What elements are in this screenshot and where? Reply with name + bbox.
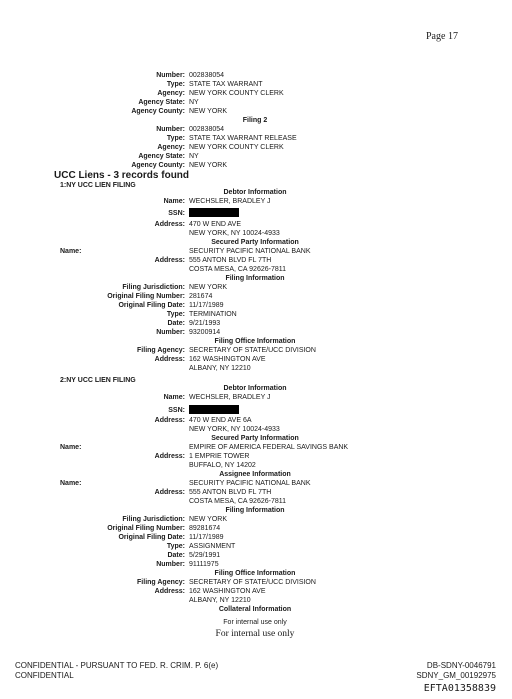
field-label: Type: [166, 543, 185, 550]
address-line: 162 WASHINGTON AVE [189, 356, 266, 363]
field-label: Number: [156, 329, 185, 336]
field-label: Filing Jurisdiction: [122, 516, 185, 523]
field-value: NEW YORK [189, 162, 227, 169]
field-value: NY [189, 153, 199, 160]
secured-heading: Secured Party Information [211, 239, 299, 246]
assignee-heading: Assignee Information [219, 471, 291, 478]
field-value: 002838054 [189, 126, 225, 133]
debtor-name: WECHSLER, BRADLEY J [189, 394, 271, 401]
address-line: 555 ANTON BLVD FL 7TH [189, 257, 272, 264]
field-label: Address: [154, 417, 185, 424]
field-value: STATE TAX WARRANT [189, 81, 263, 88]
filing2-heading: Filing 2 [242, 117, 268, 124]
field-value: NEW YORK [189, 516, 227, 523]
office-heading: Filing Office Information [214, 338, 296, 345]
field-label: Name: [60, 444, 82, 451]
office-heading: Filing Office Information [214, 570, 296, 577]
field-label: Original Filing Number: [107, 525, 185, 532]
field-label: Address: [154, 453, 185, 460]
address-line: 470 W END AVE 6A [189, 417, 252, 424]
address-line: 1 EMPRIE TOWER [189, 453, 250, 460]
field-label: Agency County: [131, 162, 185, 169]
field-label: Name: [163, 394, 185, 401]
field-label: Filing Agency: [137, 347, 185, 354]
debtor-name: WECHSLER, BRADLEY J [189, 198, 271, 205]
field-value: NEW YORK COUNTY CLERK [189, 90, 284, 97]
field-label: Address: [154, 356, 185, 363]
address-line: ALBANY, NY 12210 [189, 597, 251, 604]
field-value: 9/21/1993 [189, 320, 221, 327]
field-label: Agency State: [138, 153, 185, 160]
field-value: 93200914 [189, 329, 221, 336]
lien-title: 2:NY UCC LIEN FILING [60, 377, 136, 384]
address-line: NEW YORK, NY 10024-4933 [189, 426, 280, 433]
address-line: NEW YORK, NY 10024-4933 [189, 230, 280, 237]
field-value: 11/17/1989 [189, 534, 224, 541]
field-value: 002838054 [189, 72, 225, 79]
field-label: Number: [156, 72, 185, 79]
field-value: SECRETARY OF STATE/UCC DIVISION [189, 347, 316, 354]
field-label: Filing Agency: [137, 579, 185, 586]
field-label: Date: [167, 552, 185, 559]
field-value: TERMINATION [189, 311, 237, 318]
collateral-heading: Collateral Information [218, 606, 292, 613]
secured-party-name: SECURITY PACIFIC NATIONAL BANK [189, 248, 311, 255]
footer-efta-number: EFTA01358839 [423, 683, 496, 694]
field-label: Agency: [157, 144, 185, 151]
field-label: Original Filing Number: [107, 293, 185, 300]
field-label: Agency: [157, 90, 185, 97]
field-value: NY [189, 99, 199, 106]
field-label: Type: [166, 81, 185, 88]
ucc-liens-title: UCC Liens - 3 records found [54, 170, 190, 181]
debtor-heading: Debtor Information [223, 189, 287, 196]
field-label: Address: [154, 588, 185, 595]
field-label: Type: [166, 311, 185, 318]
field-value: 281674 [189, 293, 213, 300]
footer-bates-number: DB-SDNY-0046791 [426, 661, 496, 670]
page-number: Page 17 [426, 31, 458, 42]
address-line: 555 ANTON BLVD FL 7TH [189, 489, 272, 496]
assignee-name: SECURITY PACIFIC NATIONAL BANK [189, 480, 311, 487]
field-label: Filing Jurisdiction: [122, 284, 185, 291]
footer-sdny-number: SDNY_GM_00192975 [416, 671, 496, 680]
field-value: 11/17/1989 [189, 302, 224, 309]
debtor-heading: Debtor Information [223, 385, 287, 392]
field-value: ASSIGNMENT [189, 543, 236, 550]
field-label: Agency State: [138, 99, 185, 106]
field-value: 91111975 [189, 561, 219, 568]
field-value: 5/29/1991 [189, 552, 221, 559]
field-value: NEW YORK [189, 284, 227, 291]
field-label: SSN: [168, 407, 185, 414]
field-value: 89281674 [189, 525, 221, 532]
field-label: Original Filing Date: [118, 302, 185, 309]
internal-use-note-small: For internal use only [223, 619, 287, 626]
field-label: Type: [166, 135, 185, 142]
field-label: Original Filing Date: [118, 534, 185, 541]
internal-use-note: For internal use only [215, 629, 295, 639]
field-value: SECRETARY OF STATE/UCC DIVISION [189, 579, 316, 586]
field-label: Name: [163, 198, 185, 205]
field-label: SSN: [168, 210, 185, 217]
footer-confidential-line2: CONFIDENTIAL [15, 671, 74, 680]
field-value: NEW YORK [189, 108, 227, 115]
field-label: Name: [60, 480, 82, 487]
field-label: Address: [154, 489, 185, 496]
address-line: BUFFALO, NY 14202 [189, 462, 256, 469]
address-line: 162 WASHINGTON AVE [189, 588, 266, 595]
field-label: Address: [154, 221, 185, 228]
field-label: Number: [156, 561, 185, 568]
field-label: Agency County: [131, 108, 185, 115]
field-value: NEW YORK COUNTY CLERK [189, 144, 284, 151]
field-label: Name: [60, 248, 82, 255]
secured-heading: Secured Party Information [211, 435, 299, 442]
address-line: COSTA MESA, CA 92626-7811 [189, 498, 287, 505]
filing-heading: Filing Information [225, 507, 285, 514]
field-label: Address: [154, 257, 185, 264]
field-label: Date: [167, 320, 185, 327]
address-line: 470 W END AVE [189, 221, 242, 228]
lien-title: 1:NY UCC LIEN FILING [60, 182, 136, 189]
footer-confidential-line1: CONFIDENTIAL - PURSUANT TO FED. R. CRIM. P. 6(e) [15, 661, 219, 670]
address-line: ALBANY, NY 12210 [189, 365, 251, 372]
filing-heading: Filing Information [225, 275, 285, 282]
secured-party-name: EMPIRE OF AMERICA FEDERAL SAVINGS BANK [189, 444, 349, 451]
field-value: STATE TAX WARRANT RELEASE [189, 135, 297, 142]
field-label: Number: [156, 126, 185, 133]
redaction-bar [189, 208, 239, 217]
redaction-bar [189, 405, 239, 414]
address-line: COSTA MESA, CA 92626-7811 [189, 266, 287, 273]
